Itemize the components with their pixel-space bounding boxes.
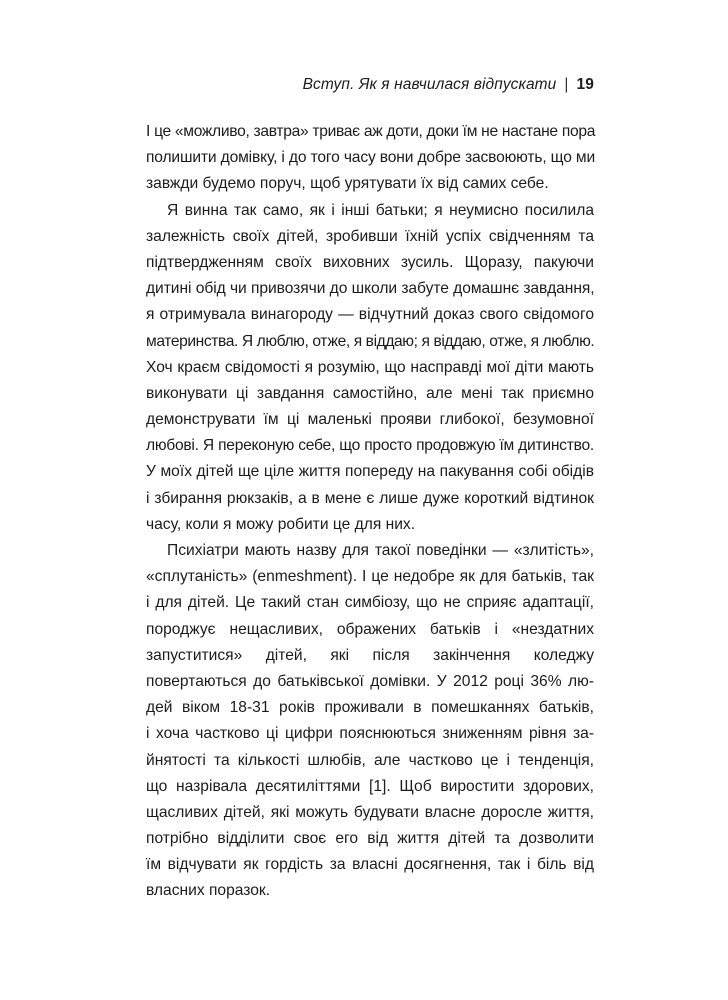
text-line: повертаються до батьківської домівки. У 2012 році 36% лю- [146,672,594,690]
text-line: «сплутаність» (enmeshment). І це недобре як для батьків, так [146,568,594,586]
text-line: дитині обід чи привозячи до школи забуте домашнє завдання, [146,280,595,298]
text-line: потрібно відділити своє его від життя дітей та дозволити [146,830,594,848]
running-header [303,75,594,95]
text-line: полишити домівку, і до того часу вони добре засвоюють, що ми [146,149,596,167]
text-line: залежність своїх дітей, зробивши їхній успіх свідченням та [146,227,594,245]
text-line: їм відчувати як гордість за власні досягнення, так і біль від [146,856,594,874]
text-line: щасливих дітей, які можуть будувати власне доросле життя, [146,803,594,821]
text-line: материнства. Я люблю, отже, я віддаю; я віддаю, отже, я люблю. [146,332,595,350]
text-line: йнятості та кількості шлюбів, але частково це і тенденція, [146,751,594,769]
text-line: породжує нещасливих, ображених батьків і «нездатних [146,620,594,638]
text-line: і хоча частково ці цифри пояснюються зниженням рівня за- [146,725,594,743]
chapter-title: Вступ. Як я навчилася відпускати [302,76,557,93]
text-line: завжди будемо поруч, щоб урятувати їх від самих себе. [146,175,549,193]
text-line: виконувати ці завдання самостійно, але мені так приємно [146,384,594,402]
text-line: любові. Я переконую себе, що просто продовжую їм дитинство. [146,437,594,455]
text-line: і збирання рюкзаків, а в мене є лише дуже короткий відтинок [146,489,594,507]
header-separator: | [564,76,569,93]
body-text [146,119,594,905]
text-line: і для дітей. Це такий стан симбіозу, що не сприяє адаптації, [146,594,594,612]
text-line: Я винна так само, як і інші батьки; я неумисно посилила [167,201,594,219]
text-line: запуститися» дітей, які після закінчення коледжу [146,646,594,664]
text-line: У моїх дітей ще ціле життя попереду на пакування собі обідів [146,463,594,481]
text-line: підтвердженням своїх виховних зусиль. Щоразу, пакуючи [146,253,594,271]
text-line: І це «можливо, завтра» триває аж доти, доки їм не настане пора [146,123,596,140]
text-line: дей віком 18-31 років проживали в помешканнях батьків, [146,699,594,717]
text-line: демонструвати їм ці маленькі прояви глибокої, безумовної [146,411,594,429]
page-number: 19 [576,76,594,93]
text-line: Хоч краєм свідомості я розумію, що насправді мої діти мають [146,358,594,376]
text-line: Психіатри мають назву для такої поведінки — «злитість», [167,542,594,559]
text-line: що назрівала десятиліттями [1]. Щоб виростити здорових, [146,777,594,795]
text-line: часу, коли я можу робити це для них. [146,515,416,533]
text-line: я отримувала винагороду — відчутний доказ свого свідомого [146,306,594,324]
text-line: власних поразок. [146,882,271,900]
